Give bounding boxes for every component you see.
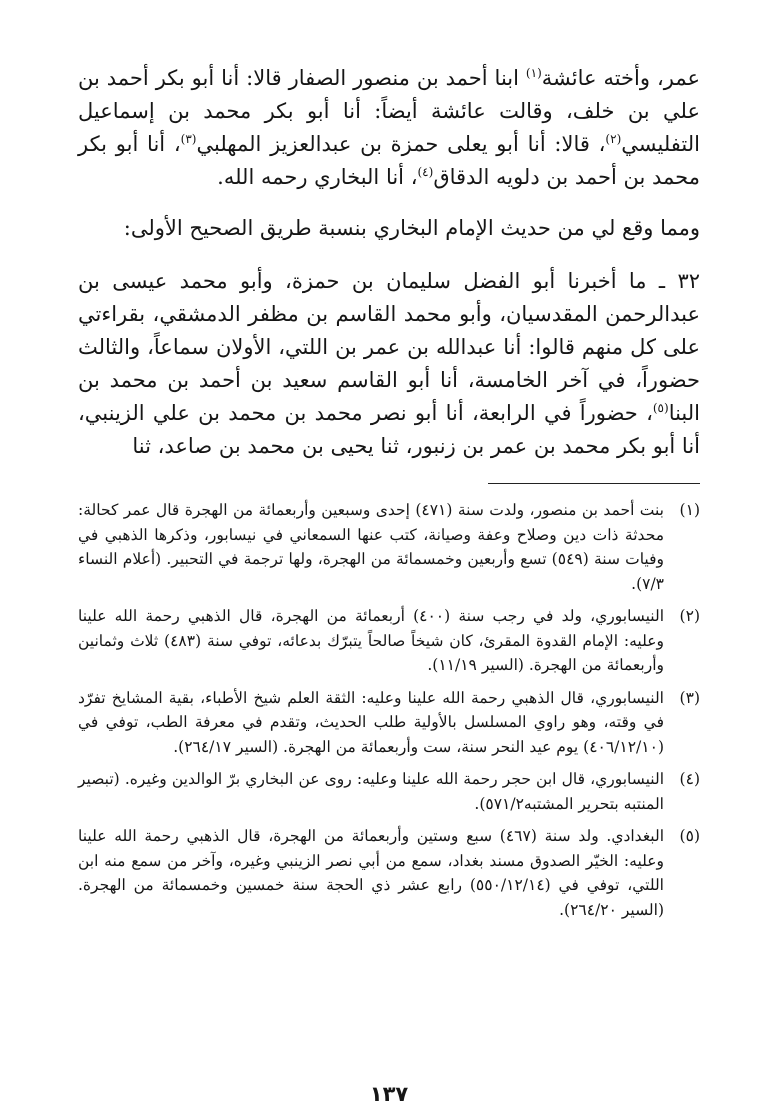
footnote-ref-2[interactable]: (٢) — [605, 132, 622, 146]
paragraph-1-part-3: ، قالا: أنا أبو يعلى حمزة بن عبدالعزيز المهلبي — [196, 132, 606, 156]
footnote-text: النيسابوري، قال ابن حجر رحمة الله علينا وعليه: روى عن البخاري برّ الوالدين وغيره. (تبصير المنتبه بتحرير المشتبه٥٧١/٢). — [78, 770, 664, 813]
paragraph-1-part-1: عمر، وأخته عائشة — [541, 66, 700, 90]
footnote-separator — [488, 483, 700, 484]
footnotes — [78, 498, 700, 922]
footnote-number: (٤) — [679, 770, 700, 788]
footnote-text: بنت أحمد بن منصور، ولدت سنة (٤٧١) إحدى وسبعين وأربعمائة من الهجرة قال عمر كحالة: محدثة ذات دين وصلاح وعفة وصيانة، كتب عنها السمعاني في نيسابور، وذكرها الذهبي في وفيات سنة (٥٤٩) تسع وأربعين وخمسمائة من الهجرة، ولها ترجمة في التحبير. (أعلام النساء ٧/٣). — [78, 501, 665, 593]
footnote-1 — [78, 498, 700, 596]
footnote-ref-5[interactable]: (٥) — [652, 401, 669, 415]
document-page — [78, 62, 700, 1106]
footnote-ref-1[interactable]: (١) — [525, 66, 542, 80]
footnote-text: النيسابوري، قال الذهبي رحمة الله علينا وعليه: الثقة العلم شيخ الأطباء، بقية المشايخ تفرّد في وقته، وهو راوي المسلسل بالأولية طلب الحديث، وتقدم في معرفة الطب، توفي في (٤٠٦/١٢/١٠) يوم عيد النحر سنة، ست وأربعمائة من الهجرة. (السير ٢٦٤/١٧). — [78, 688, 664, 756]
paragraph-1 — [78, 62, 700, 194]
footnote-number: (١) — [679, 501, 700, 519]
footnote-number: (٥) — [679, 827, 700, 845]
paragraph-2: ومما وقع لي من حديث الإمام البخاري بنسبة طريق الصحيح الأولى: — [123, 216, 700, 240]
paragraph-3 — [78, 265, 700, 463]
paragraph-1-part-2: ابنا أحمد بن منصور الصفار قالا: أنا أبو بكر أحمد بن علي بن خلف، وقالت عائشة أيضاً: أنا أبو بكر محمد بن إسماعيل التفليسي — [78, 66, 700, 156]
footnote-5 — [78, 824, 700, 922]
footnote-3 — [78, 686, 700, 760]
footnote-2 — [78, 604, 700, 678]
footnote-text: البغدادي. ولد سنة (٤٦٧) سبع وستين وأربعمائة من الهجرة، قال الذهبي رحمة الله علينا وعليه: الخيّر الصدوق مسند بغداد، سمع من أبي نصر الزينبي وغيره، وآخر من سمع منه ابن اللتي، توفي في (٥٥٠/١٢/١٤) رابع عشر ذي الحجة سنة خمسين وخمسمائة من الهجرة. (السير ٢٦٤/٢٠). — [78, 827, 664, 919]
page-number: ١٣٧ — [369, 1082, 409, 1106]
footnote-ref-3[interactable]: (٣) — [180, 132, 197, 146]
footnote-ref-4[interactable]: (٤) — [417, 165, 434, 179]
paragraph-3-part-2: ، حضوراً في الرابعة، أنا أبو نصر محمد بن محمد بن علي الزينبي، أنا أبو بكر محمد بن عمر بن زنبور، ثنا يحيى بن محمد بن صاعد، ثنا — [78, 401, 700, 458]
footnote-text: النيسابوري، ولد في رجب سنة (٤٠٠) أربعمائة من الهجرة، قال الذهبي رحمة الله علينا وعليه: الإمام القدوة المقرئ، كان شيخاً صالحاً يتبرّك بدعائه، توفي سنة (٤٨٣) ثلاث وثمانين وأربعمائة من الهجرة. (السير ١١/١٩). — [78, 607, 665, 674]
footnote-4 — [78, 767, 700, 816]
main-text — [78, 62, 700, 463]
paragraph-3-part-1: ٣٢ ـ ما أخبرنا أبو الفضل سليمان بن حمزة، وأبو محمد عيسى بن عبدالرحمن المقدسيان، وأبو محمد القاسم بن مظفر الدمشقي، بقراءتي على كل منهم قالوا: أنا عبدالله بن عمر بن اللتي، الأولان سماعاً، والثالث حضوراً، في آخر الخامسة، أنا أبو القاسم سعيد بن أحمد بن محمد بن البنا — [78, 269, 700, 425]
footnote-number: (٣) — [679, 688, 700, 707]
paragraph-1-part-4: ، أنا أبو بكر محمد بن أحمد بن دلويه الدقاق — [78, 132, 700, 189]
footnote-number: (٢) — [679, 607, 700, 625]
paragraph-1-part-5: ، أنا البخاري رحمه الله. — [217, 165, 418, 189]
